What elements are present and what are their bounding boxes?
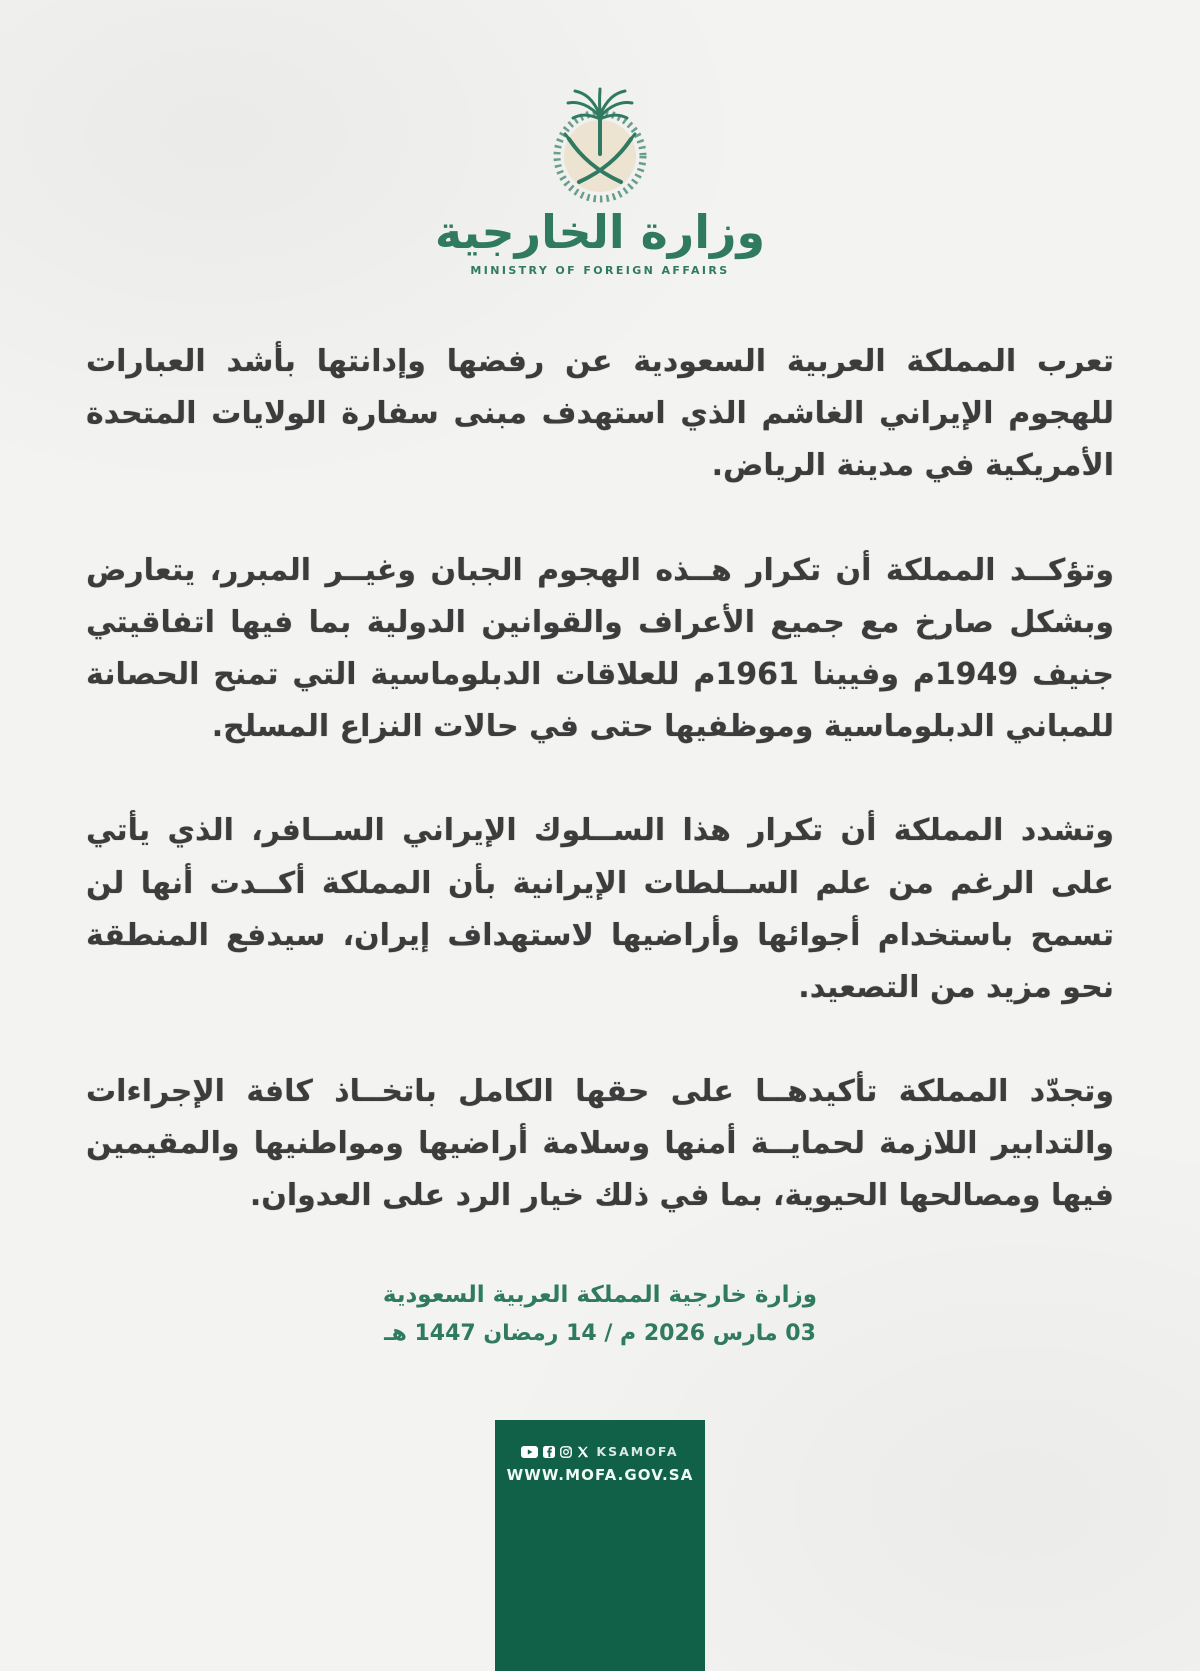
statement-paragraph-2: وتؤكــد المملكة أن تكرار هــذه الهجوم الجبان وغيــر المبرر، يتعارض وبشكل صارخ مع جميع الأعراف والقوانين الدولية بما فيها اتفاقيتي جنيف 1949م وفيينا 1961م للعلاقات الدبلوماسية التي تمنح الحصانة للمباني الدبلوماسية وموظفيها حتى في حالات النزاع المسلح.	[86, 552, 1114, 745]
social-row	[495, 1420, 705, 1459]
social-handle: KSAMOFA	[596, 1444, 679, 1459]
x-icon	[577, 1446, 589, 1458]
signature-ministry-line: وزارة خارجية المملكة العربية السعودية	[382, 1282, 818, 1308]
signature-date-line: 03 مارس 2026 م / 14 رمضان 1447 هـ	[384, 1321, 816, 1346]
signature-block	[0, 1282, 1200, 1346]
statement-paragraph-3: وتشدد المملكة أن تكرار هذا الســلوك الإيراني الســافر، الذي يأتي على الرغم من علم الســلطات الإيرانية بأن المملكة أكــدت أنها لن تسمح باستخدام أجوائها وأراضيها لاستهداف إيران، سيدفع المنطقة نحو مزيد من التصعيد.	[86, 813, 1114, 1005]
facebook-icon	[543, 1446, 555, 1458]
statement-paragraph-4: وتجدّد المملكة تأكيدهــا على حقها الكامل باتخــاذ كافة الإجراءات والتدابير اللازمة لحمايــة أمنها وسلامة أراضيها ومواطنيها والمقيمين فيها ومصالحها الحيوية، بما في ذلك خيار الرد على العدوان.	[86, 1074, 1114, 1214]
logo-english-title: MINISTRY OF FOREIGN AFFAIRS	[470, 264, 730, 278]
statement-body	[86, 336, 1114, 1275]
logo-arabic-title: وزارة الخارجية	[434, 205, 766, 259]
statement-paragraph-1: تعرب المملكة العربية السعودية عن رفضها وإدانتها بأشد العبارات للهجوم الإيراني الغاشم الذي استهدف مبنى سفارة الولايات المتحدة الأمريكية في مدينة الرياض.	[86, 344, 1114, 484]
youtube-icon	[521, 1446, 538, 1458]
palm-and-swords-icon	[524, 86, 676, 206]
instagram-icon	[560, 1446, 572, 1458]
ministry-logo	[0, 86, 1200, 277]
website-url: WWW.MOFA.GOV.SA	[506, 1466, 694, 1484]
footer-ribbon	[495, 1420, 705, 1671]
social-icons	[521, 1446, 589, 1458]
